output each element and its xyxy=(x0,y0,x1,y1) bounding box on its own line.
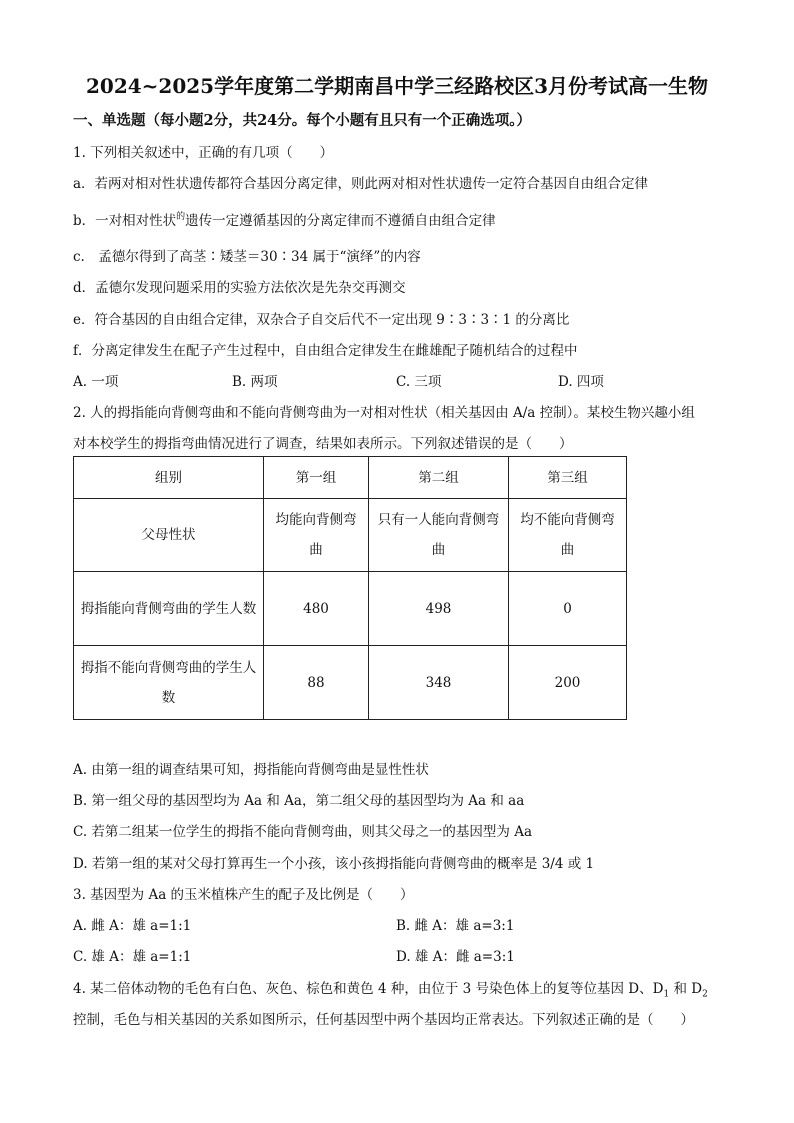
q2-stem-line1: 2. 人的拇指能向背侧弯曲和不能向背侧弯曲为一对相对性状（相关基因由 A/a 控制）。某校生物兴趣小组 xyxy=(73,405,695,421)
q3-option-c: C. 雄 A：雄 a=1:1 xyxy=(73,949,192,965)
q3-option-b: B. 雌 A：雄 a=3:1 xyxy=(396,918,515,934)
q1-item-e: e．符合基因的自由组合定律，双杂合子自交后代不一定出现 9∶3∶3∶1 的分离比 xyxy=(73,312,570,328)
q1-option-b: B. 两项 xyxy=(232,374,278,390)
q3-option-d: D. 雄 A：雌 a=3:1 xyxy=(396,949,515,965)
q1-stem: 1. 下列相关叙述中，正确的有几项（ ） xyxy=(73,145,334,161)
table-cell: 均不能向背侧弯曲 xyxy=(509,499,627,572)
q1-item-d: d．孟德尔发现问题采用的实验方法依次是先杂交再测交 xyxy=(73,280,406,296)
q1-item-c: c. 孟德尔得到了高茎∶矮茎＝30∶34 属于“演绎”的内容 xyxy=(73,249,421,265)
q1-option-d: D. 四项 xyxy=(558,374,604,390)
table-cell: 拇指不能向背侧弯曲的学生人数 xyxy=(74,646,264,720)
q4-subscript-2: 2 xyxy=(702,989,708,1000)
table-cell: 拇指能向背侧弯曲的学生人数 xyxy=(74,572,264,646)
q4-subscript-1: 1 xyxy=(663,989,670,1000)
q3-stem: 3. 基因型为 Aa 的玉米植株产生的配子及比例是（ ） xyxy=(73,887,414,903)
q1-option-c: C. 三项 xyxy=(396,374,442,390)
q1-item-b-post: 遗传一定遵循基因的分离定律而不遵循自由组合定律 xyxy=(185,213,496,229)
section-heading: 一、单选题（每小题2分，共24分。每个小题有且只有一个正确选项。） xyxy=(73,112,532,129)
table-header-row xyxy=(74,457,627,499)
q4-stem-text-mid: 和 D xyxy=(669,981,703,997)
table-cell: 348 xyxy=(369,646,509,720)
table-header-cell: 组别 xyxy=(74,457,264,499)
table-cell: 88 xyxy=(264,646,369,720)
q1-item-b-pre: b．一对相对性状 xyxy=(73,213,177,229)
table-row xyxy=(74,646,627,720)
table-row xyxy=(74,499,627,572)
q4-stem-line1 xyxy=(73,977,708,1000)
q2-option-a: A. 由第一组的调查结果可知，拇指能向背侧弯曲是显性性状 xyxy=(73,762,429,778)
q1-item-f: f．分离定律发生在配子产生过程中，自由组合定律发生在雌雄配子随机结合的过程中 xyxy=(73,343,578,359)
q1-item-b xyxy=(73,209,496,229)
table-cell: 200 xyxy=(509,646,627,720)
table-cell: 只有一人能向背侧弯曲 xyxy=(369,499,509,572)
exam-title: 2024~2025学年度第二学期南昌中学三经路校区3月份考试高一生物 xyxy=(85,74,708,98)
table-cell: 498 xyxy=(369,572,509,646)
q2-stem-line2: 对本校学生的拇指弯曲情况进行了调查，结果如表所示。下列叙述错误的是（ ） xyxy=(73,436,573,452)
q1-item-a: a．若两对相对性状遗传都符合基因分离定律，则此两对相对性状遗传一定符合基因自由组合定律 xyxy=(73,176,649,192)
q4-stem-line2: 控制，毛色与相关基因的关系如图所示，任何基因型中两个基因均正常表达。下列叙述正确的是（ ） xyxy=(73,1012,694,1028)
q2-option-d: D. 若第一组的某对父母打算再生一个小孩，该小孩拇指能向背侧弯曲的概率是 3/4 或 1 xyxy=(73,856,595,872)
q2-option-b: B. 第一组父母的基因型均为 Aa 和 Aa，第二组父母的基因型均为 Aa 和 aa xyxy=(73,793,525,809)
table-header-cell: 第三组 xyxy=(509,457,627,499)
table-cell: 0 xyxy=(509,572,627,646)
table-header-cell: 第二组 xyxy=(369,457,509,499)
q1-item-b-sup: 的 xyxy=(176,212,186,222)
table-header-cell: 第一组 xyxy=(264,457,369,499)
q2-option-c: C. 若第二组某一位学生的拇指不能向背侧弯曲，则其父母之一的基因型为 Aa xyxy=(73,824,533,840)
table-row xyxy=(74,572,627,646)
table-cell: 480 xyxy=(264,572,369,646)
survey-table xyxy=(73,456,627,720)
table-cell: 均能向背侧弯曲 xyxy=(264,499,369,572)
q1-option-a: A. 一项 xyxy=(73,374,119,390)
q3-option-a: A. 雌 A：雄 a=1:1 xyxy=(73,918,192,934)
q4-stem-text: 4. 某二倍体动物的毛色有白色、灰色、棕色和黄色 4 种，由位于 3 号染色体上的复等位基因 D、D xyxy=(73,981,664,997)
table-cell: 父母性状 xyxy=(74,499,264,572)
